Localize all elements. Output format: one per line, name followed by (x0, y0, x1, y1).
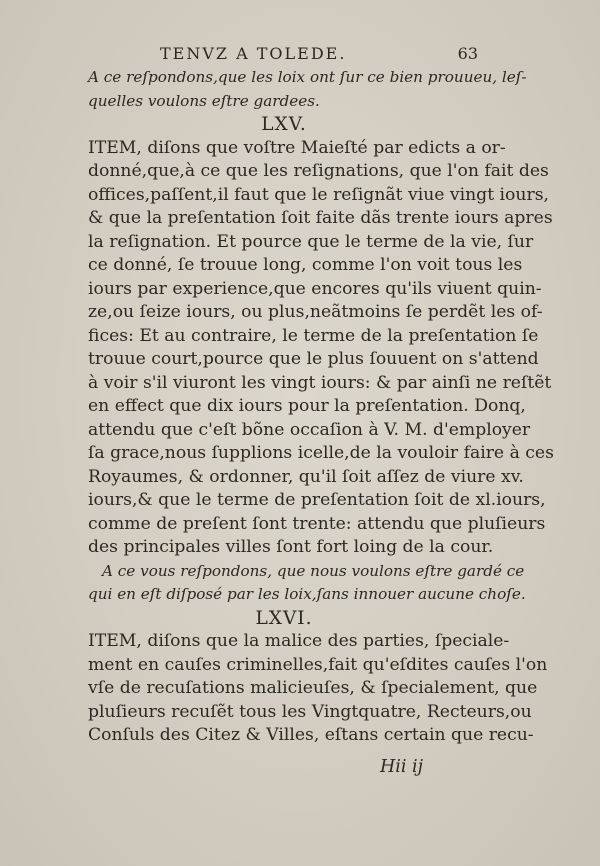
text-line: iours,& que le terme de preſentation ſoit de xl.iours, (88, 490, 546, 510)
main-text (88, 66, 554, 748)
text-line: ment en cauſes criminelles,fait qu'eſdites cauſes l'on (88, 654, 548, 675)
response-line: qui en eſt diſposé par les loix,ſans innouer aucune choſe. (88, 585, 526, 603)
running-title: TENVZ A TOLEDE. (160, 44, 347, 63)
text-line: Conſuls des Citez & Villes, eſtans certain que recu- (88, 725, 534, 745)
text-line: pluſieurs recuſẽt tous les Vingtquatre, Recteurs,ou (88, 701, 532, 722)
text-line: trouue court,pource que le plus ſouuent on s'attend (88, 349, 539, 369)
text-line: ce donné, ſe trouue long, comme l'on voit tous les (88, 255, 523, 275)
text-line: des principales villes ſont fort loing de la cour. (88, 537, 494, 557)
page-number: 63 (457, 44, 478, 63)
text-line: offices,paſſent,il faut que le reſignãt viue vingt iours, (88, 184, 549, 205)
response-line: A ce reſpondons,que les loix ont ſur ce bien prouueu, leſ- (88, 68, 527, 86)
text-line: & que la preſentation ſoit faite dãs trente iours apres (88, 208, 553, 228)
text-line: en effect que dix iours pour la preſentation. Donq, (88, 396, 526, 416)
article-heading: LXV. (261, 114, 307, 135)
article-heading: LXVI. (255, 607, 313, 629)
text-line: Royaumes, & ordonner, qu'il ſoit aſſez de viure xv. (88, 466, 524, 487)
text-line: ITEM, diſons que voſtre Maieſté par edicts a or- (88, 137, 506, 158)
text-line: attendu que c'eſt bõne occaſion à V. M. d'employer (88, 419, 531, 440)
text-line: ze,ou ſeize iours, ou plus,neãtmoins ſe perdẽt les of- (88, 302, 543, 322)
text-line: ITEM, diſons que la malice des parties, ſpeciale- (88, 631, 510, 651)
text-line: ſa grace,nous ſupplions icelle,de la vouloir faire à ces (88, 443, 554, 463)
text-line: iours par experience,que encores qu'ils viuent quin- (88, 278, 542, 299)
text-line: comme de preſent ſont trente: attendu que pluſieurs (88, 513, 546, 534)
text-line: donné,que,à ce que les reſignations, que l'on fait des (88, 161, 549, 181)
signature-mark: Hii ij (380, 757, 424, 777)
response-line: A ce vous reſpondons, que nous voulons eſtre gardé ce (102, 561, 525, 580)
text-line: la reſignation. Et pource que le terme de la vie, ſur (88, 231, 534, 252)
text-line: fices: Et au contraire, le terme de la preſentation ſe (88, 325, 539, 346)
text-line: vſe de recuſations malicieuſes, & ſpecialement, que (88, 678, 538, 698)
text-line: à voir s'il viuront les vingt iours: & par ainſi ne reſtẽt (88, 372, 552, 393)
response-line: quelles voulons eſtre gardees. (88, 91, 320, 110)
